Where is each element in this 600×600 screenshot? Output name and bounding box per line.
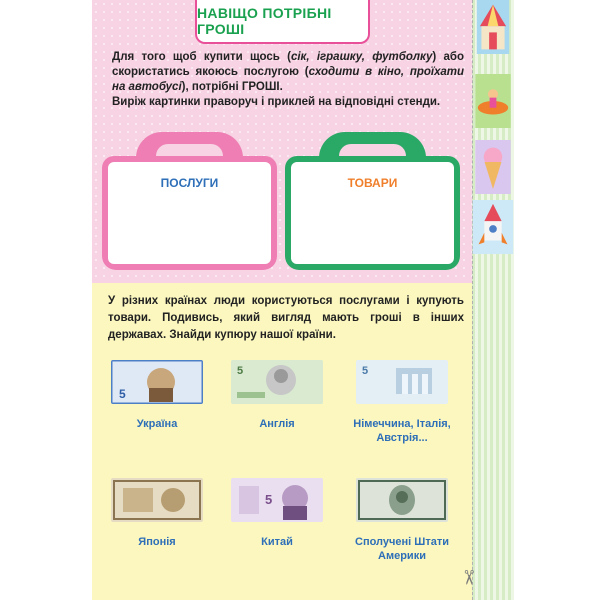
yuan-banknote-icon xyxy=(231,478,323,522)
euro-denomination: 5 xyxy=(362,365,369,377)
yen-banknote-icon xyxy=(111,478,203,522)
page-title-box xyxy=(195,0,370,44)
services-bag xyxy=(102,132,277,270)
banknote-caption: Японія xyxy=(138,536,176,548)
rocket-ride-icon[interactable] xyxy=(472,200,514,254)
banknote-usa xyxy=(340,478,464,563)
bag-body xyxy=(102,156,277,270)
banknote-china xyxy=(222,478,332,549)
intro-text-middle: ) або скористатись якоюсь послугою ( xyxy=(112,51,464,78)
england-denomination: 5 xyxy=(237,365,244,377)
euro-banknote-icon xyxy=(356,360,448,404)
intro-instruction: Виріж картинки праворуч і приклей на відповідні стенди. xyxy=(112,96,441,108)
hryvnia-banknote-icon xyxy=(111,360,203,404)
intro-items: сік, іграшку, футболку xyxy=(290,51,433,63)
banknote-england xyxy=(222,360,332,431)
banknote-ukraine xyxy=(102,360,212,431)
goods-bag xyxy=(285,132,460,270)
goods-label: ТОВАРИ xyxy=(347,176,398,190)
cut-out-strip xyxy=(472,0,514,600)
circus-tent-icon[interactable] xyxy=(472,0,514,54)
banknote-caption: Сполучені Штати Америки xyxy=(355,536,449,562)
banknote-caption: Німеччина, Італія, Австрія... xyxy=(353,418,451,444)
banknote-euro xyxy=(340,360,464,445)
banknote-caption: Китай xyxy=(261,536,293,548)
services-label: ПОСЛУГИ xyxy=(160,176,219,190)
workbook-page xyxy=(92,0,514,600)
banknote-caption: Англія xyxy=(259,418,295,430)
bag-body xyxy=(285,156,460,270)
pound-banknote-icon xyxy=(231,360,323,404)
banknote-japan xyxy=(102,478,212,549)
intro-text xyxy=(112,50,464,110)
services-drop-area[interactable] xyxy=(108,162,271,264)
countries-paragraph: У різних країнах люди користуються послугами і купують товари. Подивись, який вигляд мають гроші в інших державах. Знайди купюру нашої країни. xyxy=(108,295,464,341)
ukraine-denomination: 5 xyxy=(119,387,126,401)
intro-services: сходити в кіно, проїхати на автобусі xyxy=(112,66,464,93)
banknote-caption: Україна xyxy=(136,418,178,430)
scissors-icon: ✂ xyxy=(456,569,479,586)
carousel-ride-icon[interactable] xyxy=(472,74,514,128)
intro-text-end: ), потрібні ГРОШІ. xyxy=(181,81,283,93)
page-title: НАВІЩО ПОТРІБНІ ГРОШІ xyxy=(197,5,332,37)
goods-drop-area[interactable] xyxy=(291,162,454,264)
ice-cream-icon[interactable] xyxy=(472,140,514,194)
intro-text-start: Для того щоб купити щось ( xyxy=(112,51,291,63)
dollar-banknote-icon xyxy=(356,478,448,522)
china-denomination: 5 xyxy=(265,492,273,507)
